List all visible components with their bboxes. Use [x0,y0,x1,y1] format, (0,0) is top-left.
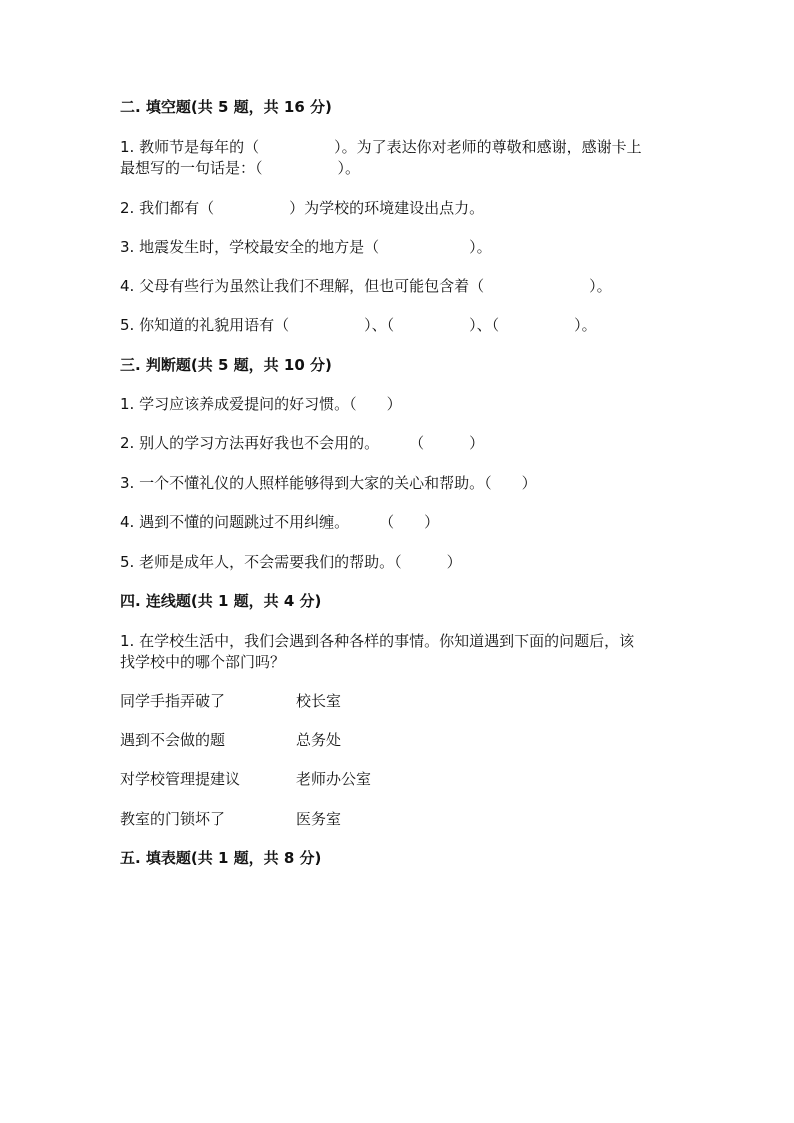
question-text: 找学校中的哪个部门吗？ [120,653,286,671]
match-right-item: 校长室 [296,692,342,710]
match-right-item: 医务室 [296,810,342,828]
match-right-item: 总务处 [296,731,342,749]
match-left-item: 同学手指弄破了 [120,692,226,710]
question-text: 5. 你知道的礼貌用语有（ ）、（ ）、（ ）。 [120,316,597,334]
match-right-item: 老师办公室 [296,770,372,788]
question-text: 4. 遇到不懂的问题跳过不用纠缠。 （ ） [120,513,440,531]
section-heading-matching: 四. 连线题(共 1 题，共 4 分) [120,592,322,610]
question-text: 5. 老师是成年人，不会需要我们的帮助。（ ） [120,553,462,571]
question-text: 3. 地震发生时，学校最安全的地方是（ ）。 [120,238,492,256]
question-text: 2. 别人的学习方法再好我也不会用的。 （ ） [120,434,485,452]
section-heading-judge: 三. 判断题(共 5 题，共 10 分) [120,356,332,374]
match-left-item: 教室的门锁坏了 [120,810,226,828]
question-text: 3. 一个不懂礼仪的人照样能够得到大家的关心和帮助。（ ） [120,474,537,492]
section-heading-table: 五. 填表题(共 1 题，共 8 分) [120,849,322,867]
question-text: 最想写的一句话是：（ ）。 [120,159,361,177]
question-text: 1. 教师节是每年的（ ）。为了表达你对老师的尊敬和感谢，感谢卡上 [120,138,642,156]
question-text: 4. 父母有些行为虽然让我们不理解，但也可能包含着（ ）。 [120,277,612,295]
question-text: 2. 我们都有（ ）为学校的环境建设出点力。 [120,199,485,217]
match-left-item: 遇到不会做的题 [120,731,226,749]
match-left-item: 对学校管理提建议 [120,770,241,788]
section-heading-fill-blank: 二. 填空题(共 5 题，共 16 分) [120,98,332,116]
question-text: 1. 在学校生活中，我们会遇到各种各样的事情。你知道遇到下面的问题后，该 [120,632,635,650]
question-text: 1. 学习应该养成爱提问的好习惯。（ ） [120,395,402,413]
